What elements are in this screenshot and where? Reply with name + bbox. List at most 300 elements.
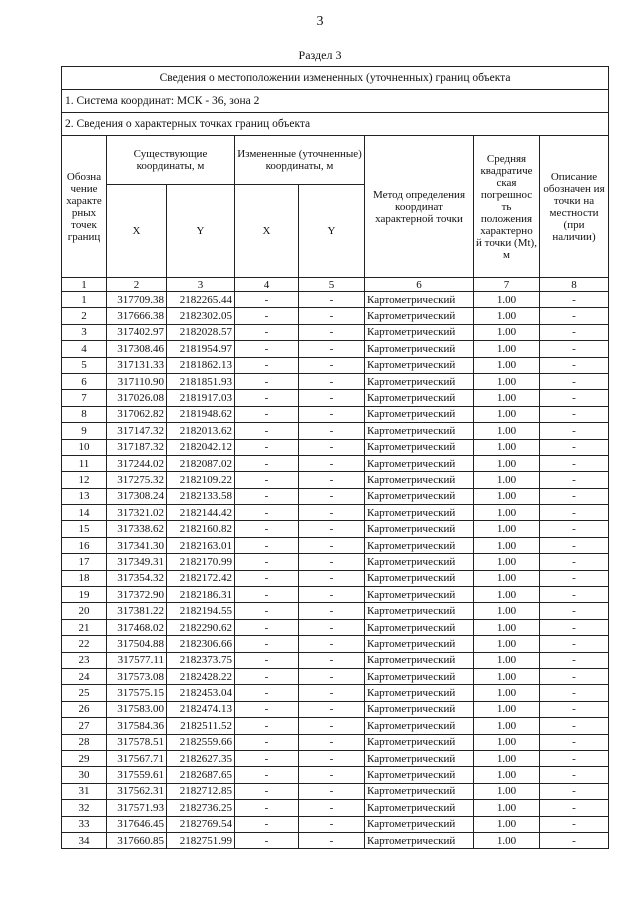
rmse-value-cell: 1.00 xyxy=(474,734,540,750)
rmse-value-cell: 1.00 xyxy=(474,324,540,340)
rmse-value-cell: 1.00 xyxy=(474,783,540,799)
existing-y-cell: 2182160.82 xyxy=(167,521,235,537)
changed-x-cell: - xyxy=(235,373,299,389)
changed-y-cell: - xyxy=(299,652,365,668)
rmse-value-cell: 1.00 xyxy=(474,603,540,619)
method-cell: Картометрический xyxy=(365,341,474,357)
rmse-value-cell: 1.00 xyxy=(474,357,540,373)
table-row xyxy=(62,341,609,357)
existing-y-cell: 2181851.93 xyxy=(167,373,235,389)
header-rmse: Средняя квадратиче ская погрешнос ть положения характерно й точки (Mt), м xyxy=(474,136,540,278)
existing-x-cell: 317666.38 xyxy=(107,308,167,324)
existing-x-cell: 317308.46 xyxy=(107,341,167,357)
description-cell: - xyxy=(540,767,609,783)
changed-y-cell: - xyxy=(299,619,365,635)
changed-y-cell: - xyxy=(299,308,365,324)
table-row xyxy=(62,439,609,455)
description-cell: - xyxy=(540,292,609,308)
existing-x-cell: 317338.62 xyxy=(107,521,167,537)
table-row xyxy=(62,308,609,324)
changed-y-cell: - xyxy=(299,472,365,488)
existing-x-cell: 317321.02 xyxy=(107,505,167,521)
column-numbers-row xyxy=(62,278,609,292)
description-cell: - xyxy=(540,341,609,357)
rmse-value-cell: 1.00 xyxy=(474,570,540,586)
existing-y-cell: 2182013.62 xyxy=(167,423,235,439)
existing-x-cell: 317308.24 xyxy=(107,488,167,504)
description-cell: - xyxy=(540,816,609,832)
point-number-cell: 10 xyxy=(62,439,107,455)
method-cell: Картометрический xyxy=(365,701,474,717)
method-cell: Картометрический xyxy=(365,783,474,799)
table-row xyxy=(62,373,609,389)
rmse-value-cell: 1.00 xyxy=(474,619,540,635)
existing-x-cell: 317709.38 xyxy=(107,292,167,308)
method-cell: Картометрический xyxy=(365,324,474,340)
rmse-value-cell: 1.00 xyxy=(474,390,540,406)
existing-y-cell: 2181948.62 xyxy=(167,406,235,422)
description-cell: - xyxy=(540,537,609,553)
header-y-existing: Y xyxy=(167,185,235,278)
header-x-existing: X xyxy=(107,185,167,278)
existing-x-cell: 317577.11 xyxy=(107,652,167,668)
existing-y-cell: 2182511.52 xyxy=(167,718,235,734)
table-row xyxy=(62,783,609,799)
description-cell: - xyxy=(540,423,609,439)
description-cell: - xyxy=(540,750,609,766)
method-cell: Картометрический xyxy=(365,488,474,504)
description-cell: - xyxy=(540,783,609,799)
point-number-cell: 6 xyxy=(62,373,107,389)
existing-y-cell: 2182687.65 xyxy=(167,767,235,783)
description-cell: - xyxy=(540,357,609,373)
method-cell: Картометрический xyxy=(365,521,474,537)
points-section-title: 2. Сведения о характерных точках границ объекта xyxy=(62,113,609,136)
rmse-value-cell: 1.00 xyxy=(474,718,540,734)
changed-y-cell: - xyxy=(299,587,365,603)
table-row xyxy=(62,734,609,750)
existing-x-cell: 317402.97 xyxy=(107,324,167,340)
existing-x-cell: 317026.08 xyxy=(107,390,167,406)
table-row xyxy=(62,505,609,521)
method-cell: Картометрический xyxy=(365,636,474,652)
point-number-cell: 8 xyxy=(62,406,107,422)
point-number-cell: 15 xyxy=(62,521,107,537)
changed-x-cell: - xyxy=(235,570,299,586)
method-cell: Картометрический xyxy=(365,308,474,324)
changed-x-cell: - xyxy=(235,439,299,455)
rmse-value-cell: 1.00 xyxy=(474,406,540,422)
table-row xyxy=(62,390,609,406)
header-changed-coordinates: Измененные (уточненные) координаты, м xyxy=(235,136,365,185)
point-number-cell: 29 xyxy=(62,750,107,766)
changed-y-cell: - xyxy=(299,668,365,684)
table-row xyxy=(62,668,609,684)
table-row xyxy=(62,701,609,717)
point-number-cell: 9 xyxy=(62,423,107,439)
existing-y-cell: 2182133.58 xyxy=(167,488,235,504)
method-cell: Картометрический xyxy=(365,718,474,734)
description-cell: - xyxy=(540,373,609,389)
existing-x-cell: 317573.08 xyxy=(107,668,167,684)
changed-x-cell: - xyxy=(235,587,299,603)
table-row xyxy=(62,292,609,308)
changed-x-cell: - xyxy=(235,685,299,701)
existing-y-cell: 2182428.22 xyxy=(167,668,235,684)
header-method: Метод определения координат характерной точки xyxy=(365,136,474,278)
point-number-cell: 26 xyxy=(62,701,107,717)
rmse-value-cell: 1.00 xyxy=(474,554,540,570)
rmse-value-cell: 1.00 xyxy=(474,423,540,439)
method-cell: Картометрический xyxy=(365,603,474,619)
table-row xyxy=(62,587,609,603)
existing-y-cell: 2182736.25 xyxy=(167,800,235,816)
description-cell: - xyxy=(540,570,609,586)
description-cell: - xyxy=(540,734,609,750)
table-row xyxy=(62,406,609,422)
existing-x-cell: 317244.02 xyxy=(107,455,167,471)
rmse-value-cell: 1.00 xyxy=(474,488,540,504)
table-row xyxy=(62,357,609,373)
changed-x-cell: - xyxy=(235,636,299,652)
existing-x-cell: 317341.30 xyxy=(107,537,167,553)
point-number-cell: 3 xyxy=(62,324,107,340)
description-cell: - xyxy=(540,800,609,816)
point-number-cell: 25 xyxy=(62,685,107,701)
rmse-value-cell: 1.00 xyxy=(474,832,540,848)
column-number: 3 xyxy=(167,278,235,292)
changed-y-cell: - xyxy=(299,406,365,422)
changed-y-cell: - xyxy=(299,685,365,701)
existing-x-cell: 317354.32 xyxy=(107,570,167,586)
description-cell: - xyxy=(540,455,609,471)
changed-x-cell: - xyxy=(235,603,299,619)
description-cell: - xyxy=(540,685,609,701)
changed-y-cell: - xyxy=(299,488,365,504)
point-number-cell: 4 xyxy=(62,341,107,357)
table-row xyxy=(62,324,609,340)
changed-y-cell: - xyxy=(299,373,365,389)
existing-x-cell: 317584.36 xyxy=(107,718,167,734)
existing-x-cell: 317062.82 xyxy=(107,406,167,422)
method-cell: Картометрический xyxy=(365,800,474,816)
point-number-cell: 14 xyxy=(62,505,107,521)
description-cell: - xyxy=(540,701,609,717)
changed-x-cell: - xyxy=(235,292,299,308)
method-cell: Картометрический xyxy=(365,570,474,586)
changed-x-cell: - xyxy=(235,783,299,799)
changed-y-cell: - xyxy=(299,750,365,766)
method-cell: Картометрический xyxy=(365,832,474,848)
column-number: 4 xyxy=(235,278,299,292)
description-cell: - xyxy=(540,521,609,537)
description-cell: - xyxy=(540,472,609,488)
changed-y-cell: - xyxy=(299,832,365,848)
existing-x-cell: 317583.00 xyxy=(107,701,167,717)
changed-x-cell: - xyxy=(235,357,299,373)
rmse-value-cell: 1.00 xyxy=(474,636,540,652)
method-cell: Картометрический xyxy=(365,423,474,439)
table-row xyxy=(62,750,609,766)
existing-y-cell: 2181862.13 xyxy=(167,357,235,373)
existing-y-cell: 2182302.05 xyxy=(167,308,235,324)
changed-x-cell: - xyxy=(235,832,299,848)
method-cell: Картометрический xyxy=(365,619,474,635)
description-cell: - xyxy=(540,439,609,455)
table-row xyxy=(62,816,609,832)
description-cell: - xyxy=(540,488,609,504)
description-cell: - xyxy=(540,636,609,652)
method-cell: Картометрический xyxy=(365,537,474,553)
existing-x-cell: 317147.32 xyxy=(107,423,167,439)
changed-y-cell: - xyxy=(299,783,365,799)
description-cell: - xyxy=(540,324,609,340)
method-cell: Картометрический xyxy=(365,668,474,684)
existing-y-cell: 2182163.01 xyxy=(167,537,235,553)
changed-y-cell: - xyxy=(299,357,365,373)
point-number-cell: 11 xyxy=(62,455,107,471)
table-title: Сведения о местоположении измененных (уточненных) границ объекта xyxy=(62,67,609,90)
changed-y-cell: - xyxy=(299,292,365,308)
existing-x-cell: 317468.02 xyxy=(107,619,167,635)
changed-x-cell: - xyxy=(235,455,299,471)
method-cell: Картометрический xyxy=(365,767,474,783)
table-row xyxy=(62,800,609,816)
description-cell: - xyxy=(540,390,609,406)
rmse-value-cell: 1.00 xyxy=(474,668,540,684)
method-cell: Картометрический xyxy=(365,587,474,603)
changed-y-cell: - xyxy=(299,570,365,586)
changed-x-cell: - xyxy=(235,554,299,570)
existing-x-cell: 317349.31 xyxy=(107,554,167,570)
existing-y-cell: 2182453.04 xyxy=(167,685,235,701)
changed-y-cell: - xyxy=(299,505,365,521)
existing-y-cell: 2182751.99 xyxy=(167,832,235,848)
table-row xyxy=(62,652,609,668)
changed-y-cell: - xyxy=(299,439,365,455)
page-number: 3 xyxy=(316,14,324,29)
description-cell: - xyxy=(540,832,609,848)
method-cell: Картометрический xyxy=(365,652,474,668)
changed-x-cell: - xyxy=(235,668,299,684)
table-row xyxy=(62,521,609,537)
point-number-cell: 20 xyxy=(62,603,107,619)
description-cell: - xyxy=(540,652,609,668)
table-row xyxy=(62,554,609,570)
method-cell: Картометрический xyxy=(365,406,474,422)
header-y-changed: Y xyxy=(299,185,365,278)
existing-y-cell: 2181917.03 xyxy=(167,390,235,406)
existing-x-cell: 317567.71 xyxy=(107,750,167,766)
column-number: 2 xyxy=(107,278,167,292)
point-number-cell: 31 xyxy=(62,783,107,799)
table-row xyxy=(62,488,609,504)
table-row xyxy=(62,832,609,848)
method-cell: Картометрический xyxy=(365,816,474,832)
rmse-value-cell: 1.00 xyxy=(474,587,540,603)
rmse-value-cell: 1.00 xyxy=(474,292,540,308)
changed-x-cell: - xyxy=(235,767,299,783)
changed-x-cell: - xyxy=(235,619,299,635)
rmse-value-cell: 1.00 xyxy=(474,373,540,389)
point-number-cell: 23 xyxy=(62,652,107,668)
method-cell: Картометрический xyxy=(365,373,474,389)
table-row xyxy=(62,685,609,701)
table-row xyxy=(62,718,609,734)
existing-y-cell: 2182474.13 xyxy=(167,701,235,717)
changed-x-cell: - xyxy=(235,701,299,717)
existing-x-cell: 317381.22 xyxy=(107,603,167,619)
changed-y-cell: - xyxy=(299,423,365,439)
existing-x-cell: 317578.51 xyxy=(107,734,167,750)
changed-x-cell: - xyxy=(235,537,299,553)
changed-x-cell: - xyxy=(235,488,299,504)
changed-y-cell: - xyxy=(299,537,365,553)
rmse-value-cell: 1.00 xyxy=(474,505,540,521)
header-x-changed: X xyxy=(235,185,299,278)
existing-x-cell: 317275.32 xyxy=(107,472,167,488)
point-number-cell: 1 xyxy=(62,292,107,308)
description-cell: - xyxy=(540,554,609,570)
changed-y-cell: - xyxy=(299,734,365,750)
method-cell: Картометрический xyxy=(365,554,474,570)
existing-y-cell: 2182170.99 xyxy=(167,554,235,570)
method-cell: Картометрический xyxy=(365,472,474,488)
point-number-cell: 30 xyxy=(62,767,107,783)
existing-x-cell: 317571.93 xyxy=(107,800,167,816)
rmse-value-cell: 1.00 xyxy=(474,750,540,766)
method-cell: Картометрический xyxy=(365,357,474,373)
table-row xyxy=(62,603,609,619)
existing-y-cell: 2182265.44 xyxy=(167,292,235,308)
rmse-value-cell: 1.00 xyxy=(474,439,540,455)
column-number: 1 xyxy=(62,278,107,292)
description-cell: - xyxy=(540,619,609,635)
changed-x-cell: - xyxy=(235,472,299,488)
table-row xyxy=(62,570,609,586)
table-row xyxy=(62,636,609,652)
point-number-cell: 22 xyxy=(62,636,107,652)
point-number-cell: 32 xyxy=(62,800,107,816)
header-description: Описание обозначен ия точки на местности (при наличии) xyxy=(540,136,609,278)
changed-x-cell: - xyxy=(235,800,299,816)
method-cell: Картометрический xyxy=(365,292,474,308)
coordinate-system: 1. Система координат: МСК - 36, зона 2 xyxy=(62,90,609,113)
rmse-value-cell: 1.00 xyxy=(474,472,540,488)
existing-x-cell: 317562.31 xyxy=(107,783,167,799)
rmse-value-cell: 1.00 xyxy=(474,537,540,553)
changed-x-cell: - xyxy=(235,734,299,750)
column-number: 8 xyxy=(540,278,609,292)
changed-y-cell: - xyxy=(299,816,365,832)
existing-y-cell: 2182087.02 xyxy=(167,455,235,471)
existing-y-cell: 2182290.62 xyxy=(167,619,235,635)
method-cell: Картометрический xyxy=(365,750,474,766)
point-number-cell: 5 xyxy=(62,357,107,373)
point-number-cell: 18 xyxy=(62,570,107,586)
description-cell: - xyxy=(540,718,609,734)
changed-y-cell: - xyxy=(299,636,365,652)
existing-x-cell: 317187.32 xyxy=(107,439,167,455)
existing-x-cell: 317646.45 xyxy=(107,816,167,832)
changed-y-cell: - xyxy=(299,554,365,570)
existing-y-cell: 2182042.12 xyxy=(167,439,235,455)
existing-x-cell: 317131.33 xyxy=(107,357,167,373)
changed-x-cell: - xyxy=(235,718,299,734)
existing-y-cell: 2182144.42 xyxy=(167,505,235,521)
existing-y-cell: 2181954.97 xyxy=(167,341,235,357)
point-number-cell: 27 xyxy=(62,718,107,734)
changed-y-cell: - xyxy=(299,324,365,340)
changed-y-cell: - xyxy=(299,603,365,619)
rmse-value-cell: 1.00 xyxy=(474,800,540,816)
table-row xyxy=(62,767,609,783)
table-row xyxy=(62,455,609,471)
method-cell: Картометрический xyxy=(365,734,474,750)
changed-y-cell: - xyxy=(299,718,365,734)
changed-x-cell: - xyxy=(235,406,299,422)
changed-y-cell: - xyxy=(299,800,365,816)
existing-x-cell: 317660.85 xyxy=(107,832,167,848)
changed-x-cell: - xyxy=(235,308,299,324)
description-cell: - xyxy=(540,406,609,422)
boundary-points-table xyxy=(61,66,609,849)
table-row xyxy=(62,537,609,553)
method-cell: Картометрический xyxy=(365,390,474,406)
header-existing-coordinates: Существующие координаты, м xyxy=(107,136,235,185)
point-number-cell: 24 xyxy=(62,668,107,684)
point-number-cell: 2 xyxy=(62,308,107,324)
rmse-value-cell: 1.00 xyxy=(474,767,540,783)
existing-y-cell: 2182306.66 xyxy=(167,636,235,652)
description-cell: - xyxy=(540,308,609,324)
existing-x-cell: 317110.90 xyxy=(107,373,167,389)
method-cell: Картометрический xyxy=(365,455,474,471)
point-number-cell: 28 xyxy=(62,734,107,750)
table-row xyxy=(62,472,609,488)
changed-x-cell: - xyxy=(235,521,299,537)
existing-y-cell: 2182194.55 xyxy=(167,603,235,619)
table-row xyxy=(62,423,609,439)
changed-x-cell: - xyxy=(235,505,299,521)
changed-y-cell: - xyxy=(299,521,365,537)
existing-y-cell: 2182559.66 xyxy=(167,734,235,750)
rmse-value-cell: 1.00 xyxy=(474,701,540,717)
method-cell: Картометрический xyxy=(365,685,474,701)
existing-x-cell: 317372.90 xyxy=(107,587,167,603)
existing-y-cell: 2182028.57 xyxy=(167,324,235,340)
changed-y-cell: - xyxy=(299,767,365,783)
changed-y-cell: - xyxy=(299,390,365,406)
existing-x-cell: 317504.88 xyxy=(107,636,167,652)
rmse-value-cell: 1.00 xyxy=(474,455,540,471)
description-cell: - xyxy=(540,587,609,603)
point-number-cell: 16 xyxy=(62,537,107,553)
method-cell: Картометрический xyxy=(365,439,474,455)
changed-x-cell: - xyxy=(235,750,299,766)
description-cell: - xyxy=(540,668,609,684)
changed-x-cell: - xyxy=(235,390,299,406)
existing-y-cell: 2182186.31 xyxy=(167,587,235,603)
changed-y-cell: - xyxy=(299,455,365,471)
column-number: 6 xyxy=(365,278,474,292)
description-cell: - xyxy=(540,505,609,521)
rmse-value-cell: 1.00 xyxy=(474,816,540,832)
existing-x-cell: 317559.61 xyxy=(107,767,167,783)
changed-x-cell: - xyxy=(235,324,299,340)
point-number-cell: 21 xyxy=(62,619,107,635)
changed-x-cell: - xyxy=(235,423,299,439)
